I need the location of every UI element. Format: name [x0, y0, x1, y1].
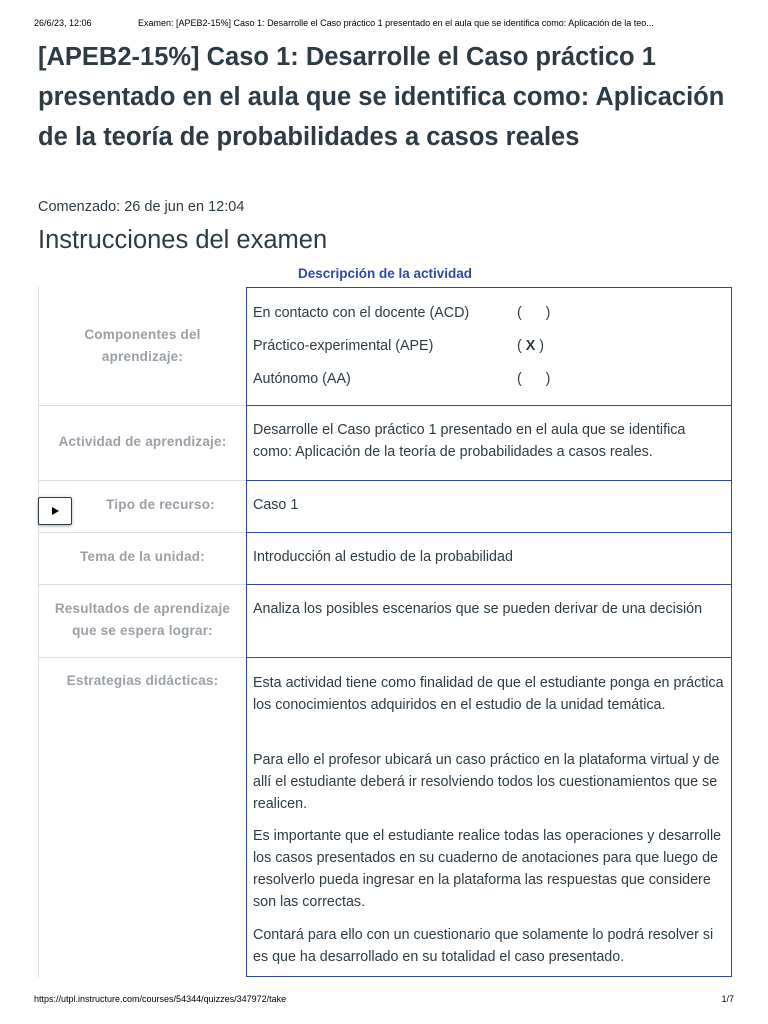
page-title: [APEB2-15%] Caso 1: Desarrolle el Caso práctico 1 presentado en el aula que se identifica como: Aplicación de la teoría de probabilidades a casos reales [38, 43, 725, 151]
activity-label [38, 405, 246, 480]
resource-label-text: Tipo de recurso: [106, 497, 215, 512]
component-mark: ( ) [517, 305, 551, 321]
strategies-label [38, 657, 246, 977]
play-icon [50, 506, 60, 516]
strategies-label-text: Estrategias didácticas: [66, 673, 219, 688]
results-value [246, 584, 732, 657]
strategy-paragraph: Es importante que el estudiante realice todas las operaciones y desarrolle los casos presentados en su cuaderno de anotaciones para que luego de resolverlo pueda ingresar en la plataforma las respuestas que considere son las correctas. [253, 828, 722, 910]
section-title: Instrucciones del examen [38, 226, 328, 254]
component-row [253, 302, 723, 324]
resource-value [246, 480, 732, 532]
results-text: Analiza los posibles escenarios que se pueden derivar de una decisión [253, 601, 703, 617]
print-url: https://utpl.instructure.com/courses/54344/quizzes/347972/take [34, 994, 287, 1004]
play-button[interactable] [38, 497, 72, 525]
print-page-number: 1/7 [721, 994, 734, 1004]
started-timestamp: Comenzado: 26 de jun en 12:04 [38, 199, 245, 215]
components-label-text: Componentes del aprendizaje: [84, 327, 201, 364]
print-header [34, 18, 734, 28]
component-row [253, 368, 723, 390]
activity-text: Desarrolle el Caso práctico 1 presentado en el aula que se identifica como: Aplicación de la teoría de probabilidades a casos reales. [253, 422, 686, 460]
component-row [253, 335, 723, 357]
table-caption: Descripción de la actividad [297, 266, 473, 281]
strategy-paragraph: Contará para ello con un cuestionario que solamente lo podrá resolver si es que ha desarrollado en su totalidad el caso presentado. [253, 927, 714, 965]
component-mark: ( X ) [517, 338, 545, 354]
print-date: 26/6/23, 12:06 [34, 18, 92, 28]
strategy-paragraph: Esta actividad tiene como finalidad de que el estudiante ponga en práctica los conocimientos adquiridos en el estudio de la unidad temática. [253, 675, 724, 713]
strategy-paragraph: Para ello el profesor ubicará un caso práctico en la plataforma virtual y de allí el estudiante deberá ir resolviendo todos los cuestionamientos que se realicen. [253, 752, 720, 812]
component-name: Autónomo (AA) [253, 371, 351, 387]
components-value [246, 287, 732, 405]
topic-value [246, 532, 732, 584]
topic-label-text: Tema de la unidad: [80, 549, 205, 564]
print-document-title: Examen: [APEB2-15%] Caso 1: Desarrolle el Caso práctico 1 presentado en el aula que se identifica como: Aplicación de la teo... [138, 18, 654, 28]
topic-text: Introducción al estudio de la probabilidad [253, 549, 513, 565]
component-name: Práctico-experimental (APE) [253, 338, 434, 354]
component-name: En contacto con el docente (ACD) [253, 305, 470, 321]
results-label [38, 584, 246, 657]
results-label-text: Resultados de aprendizaje que se espera lograr: [54, 601, 231, 638]
component-mark: ( ) [517, 371, 551, 387]
activity-value [246, 405, 732, 480]
topic-label [38, 532, 246, 584]
activity-label-text: Actividad de aprendizaje: [58, 434, 227, 449]
resource-text: Caso 1 [253, 497, 299, 513]
strategies-value [246, 657, 732, 977]
print-footer [34, 994, 734, 1004]
components-label [38, 287, 246, 405]
